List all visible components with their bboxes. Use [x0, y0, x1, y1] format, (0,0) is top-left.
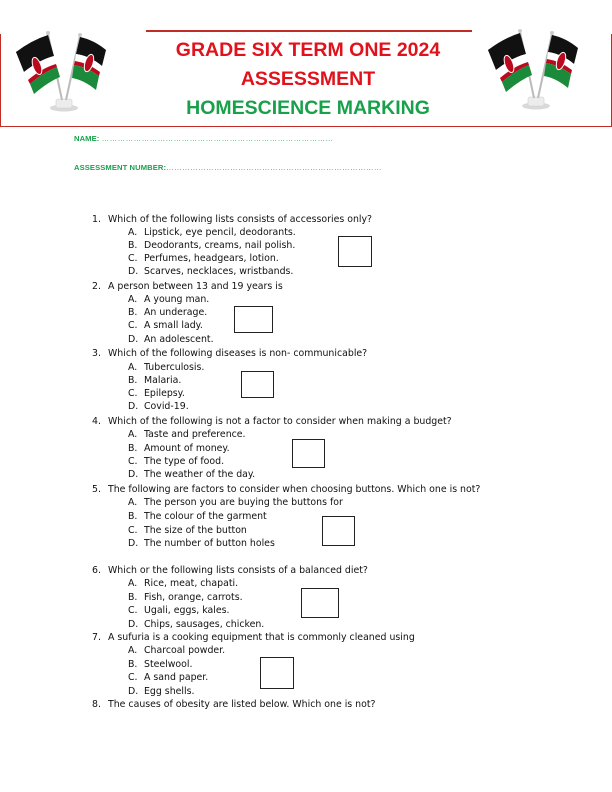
- header-left-rule: [0, 34, 1, 126]
- q5-option-a: A. The person you are buying the buttons for: [128, 497, 343, 508]
- q2-option-a: A. A young man.: [128, 294, 210, 305]
- name-field: [74, 134, 333, 143]
- q1-option-d: D. Scarves, necklaces, wristbands.: [128, 266, 294, 277]
- assessment-number-field: [74, 163, 382, 172]
- q6-option-d: D. Chips, sausages, chicken.: [128, 619, 265, 630]
- q1-option-b: B. Deodorants, creams, nail polish.: [128, 240, 296, 251]
- kenya-flag-icon: [474, 12, 592, 112]
- question-2: 2. A person between 13 and 19 years is: [92, 281, 283, 292]
- q5-option-c: C. The size of the button: [128, 525, 247, 536]
- q3-option-c: C. Epilepsy.: [128, 388, 185, 399]
- q6-answer-box[interactable]: [301, 588, 339, 618]
- q3-option-d: D. Covid-19.: [128, 401, 189, 412]
- q2-option-c: C. A small lady.: [128, 320, 203, 331]
- q3-option-a: A. Tuberculosis.: [128, 362, 205, 373]
- q3-answer-box[interactable]: [241, 371, 274, 398]
- q4-option-d: D. The weather of the day.: [128, 469, 256, 480]
- q4-answer-box[interactable]: [292, 439, 325, 468]
- q7-option-d: D. Egg shells.: [128, 686, 195, 697]
- title-line-1: GRADE SIX TERM ONE 2024: [175, 39, 441, 61]
- q1-option-c: C. Perfumes, headgears, lotion.: [128, 253, 279, 264]
- header-top-rule: [146, 30, 472, 32]
- q2-option-d: D. An adolescent.: [128, 334, 214, 345]
- question-8: 8. The causes of obesity are listed below. Which one is not?: [92, 699, 376, 710]
- q7-option-a: A. Charcoal powder.: [128, 645, 226, 656]
- q2-option-b: B. An underage.: [128, 307, 208, 318]
- name-blank: ……………………………………………………………………………: [101, 134, 334, 143]
- q3-option-b: B. Malaria.: [128, 375, 182, 386]
- question-6: 6. Which or the following lists consists of a balanced diet?: [92, 565, 368, 576]
- q5-answer-box[interactable]: [322, 516, 355, 546]
- q7-option-c: C. A sand paper.: [128, 672, 209, 683]
- question-5: 5. The following are factors to consider when choosing buttons. Which one is not?: [92, 484, 481, 495]
- q1-option-a: A. Lipstick, eye pencil, deodorants.: [128, 227, 296, 238]
- q6-option-c: C. Ugali, eggs, kales.: [128, 605, 230, 616]
- q1-answer-box[interactable]: [338, 236, 372, 267]
- assessment-number-blank: ………………………………………………………………………: [166, 163, 382, 172]
- question-1: 1. Which of the following lists consists of accessories only?: [92, 214, 373, 225]
- title-line-3: HOMESCIENCE MARKING: [186, 97, 430, 119]
- q6-option-b: B. Fish, orange, carrots.: [128, 592, 243, 603]
- q2-answer-box[interactable]: [234, 306, 273, 333]
- name-label: NAME:: [74, 134, 100, 143]
- title-line-2: ASSESSMENT: [240, 68, 376, 90]
- assessment-number-label: ASSESSMENT NUMBER:: [74, 163, 167, 172]
- q4-option-b: B. Amount of money.: [128, 443, 230, 454]
- header-bottom-rule: [0, 126, 612, 127]
- q7-answer-box[interactable]: [260, 657, 294, 689]
- q5-option-d: D. The number of button holes: [128, 538, 275, 549]
- q4-option-a: A. Taste and preference.: [128, 429, 246, 440]
- kenya-flag-icon: [2, 14, 120, 114]
- q6-option-a: A. Rice, meat, chapati.: [128, 578, 239, 589]
- question-4: 4. Which of the following is not a factor to consider when making a budget?: [92, 416, 452, 427]
- q4-option-c: C. The type of food.: [128, 456, 225, 467]
- question-7: 7. A sufuria is a cooking equipment that is commonly cleaned using: [92, 632, 415, 643]
- question-3: 3. Which of the following diseases is non- communicable?: [92, 348, 368, 359]
- q5-option-b: B. The colour of the garment: [128, 511, 267, 522]
- q7-option-b: B. Steelwool.: [128, 659, 193, 670]
